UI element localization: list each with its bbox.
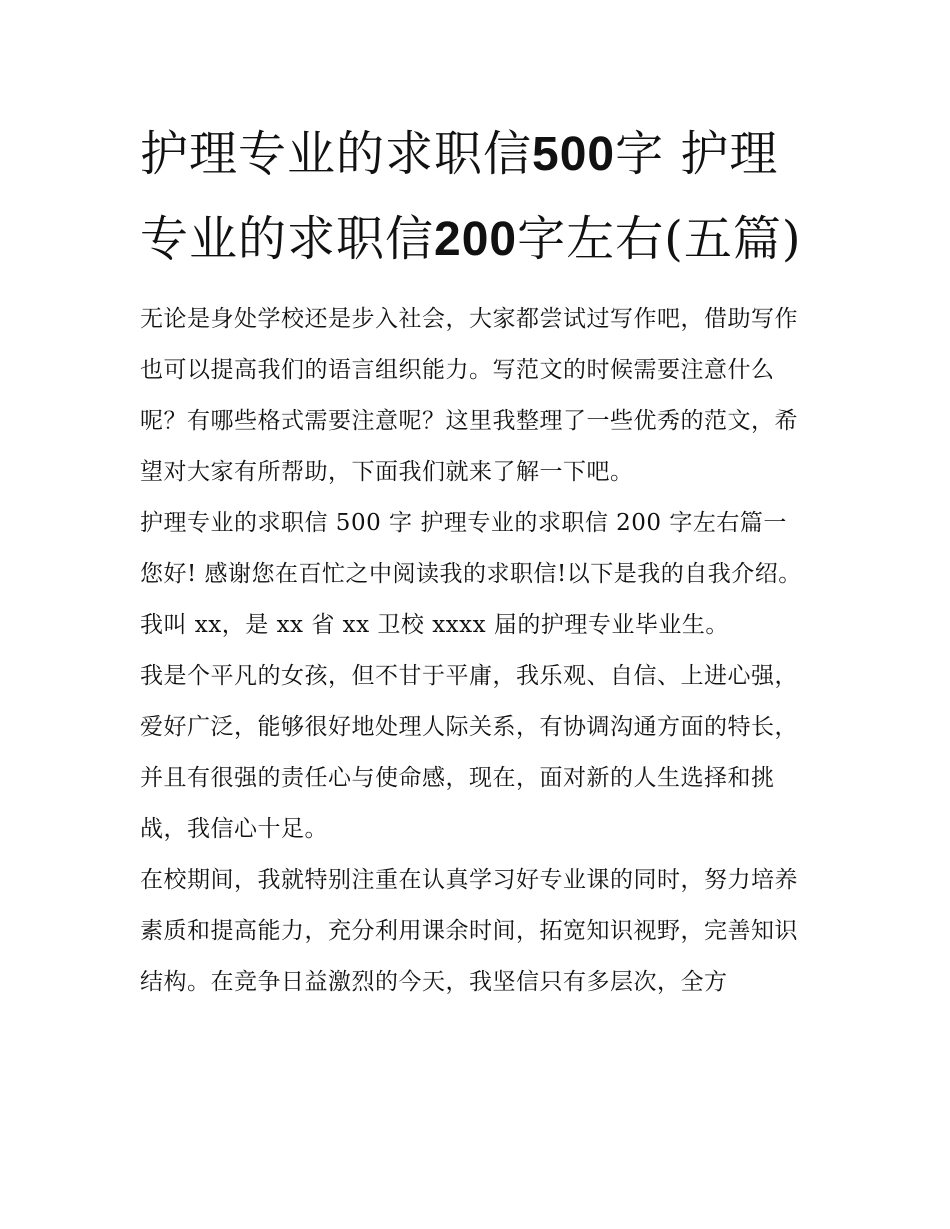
title-text-1: 护理专业的求职信 <box>140 126 533 182</box>
personality-paragraph: 我是个平凡的女孩，但不甘于平庸，我乐观、自信、上进心强，爱好广泛，能够很好地处理人际关系，有协调沟通方面的特长，并且有很强的责任心与使命感，现在，面对新的人生选择和挑战，我信心十足。 <box>140 663 798 842</box>
title-text-2: 字 护理专业的求职信 <box>140 126 779 267</box>
greeting-paragraph: 您好! 感谢您在百忙之中阅读我的求职信!以下是我的自我介绍。 <box>140 561 802 587</box>
school-paragraph: 在校期间，我就特别注重在认真学习好专业课的同时，努力培养素质和提高能力，充分利用课余时间，拓宽知识视野，完善知识结构。在竞争日益激烈的今天，我坚信只有多层次，全方 <box>140 867 798 995</box>
title-text-3: 字左右(五篇) <box>517 211 802 267</box>
title-number-1: 500 <box>532 128 616 181</box>
section-heading: 护理专业的求职信 500 字 护理专业的求职信 200 字左右篇一 <box>140 510 787 536</box>
document-page <box>140 112 812 1008</box>
title-number-2: 200 <box>434 213 518 266</box>
intro-paragraph: 无论是身处学校还是步入社会，大家都尝试过写作吧，借助写作也可以提高我们的语言组织能力。写范文的时候需要注意什么呢？有哪些格式需要注意呢？这里我整理了一些优秀的范文，希望对大家有所帮助，下面我们就来了解一下吧。 <box>140 306 798 485</box>
document-title <box>140 112 812 282</box>
self-intro-paragraph: 我叫 xx，是 xx 省 xx 卫校 xxxx 届的护理专业毕业生。 <box>140 612 729 638</box>
